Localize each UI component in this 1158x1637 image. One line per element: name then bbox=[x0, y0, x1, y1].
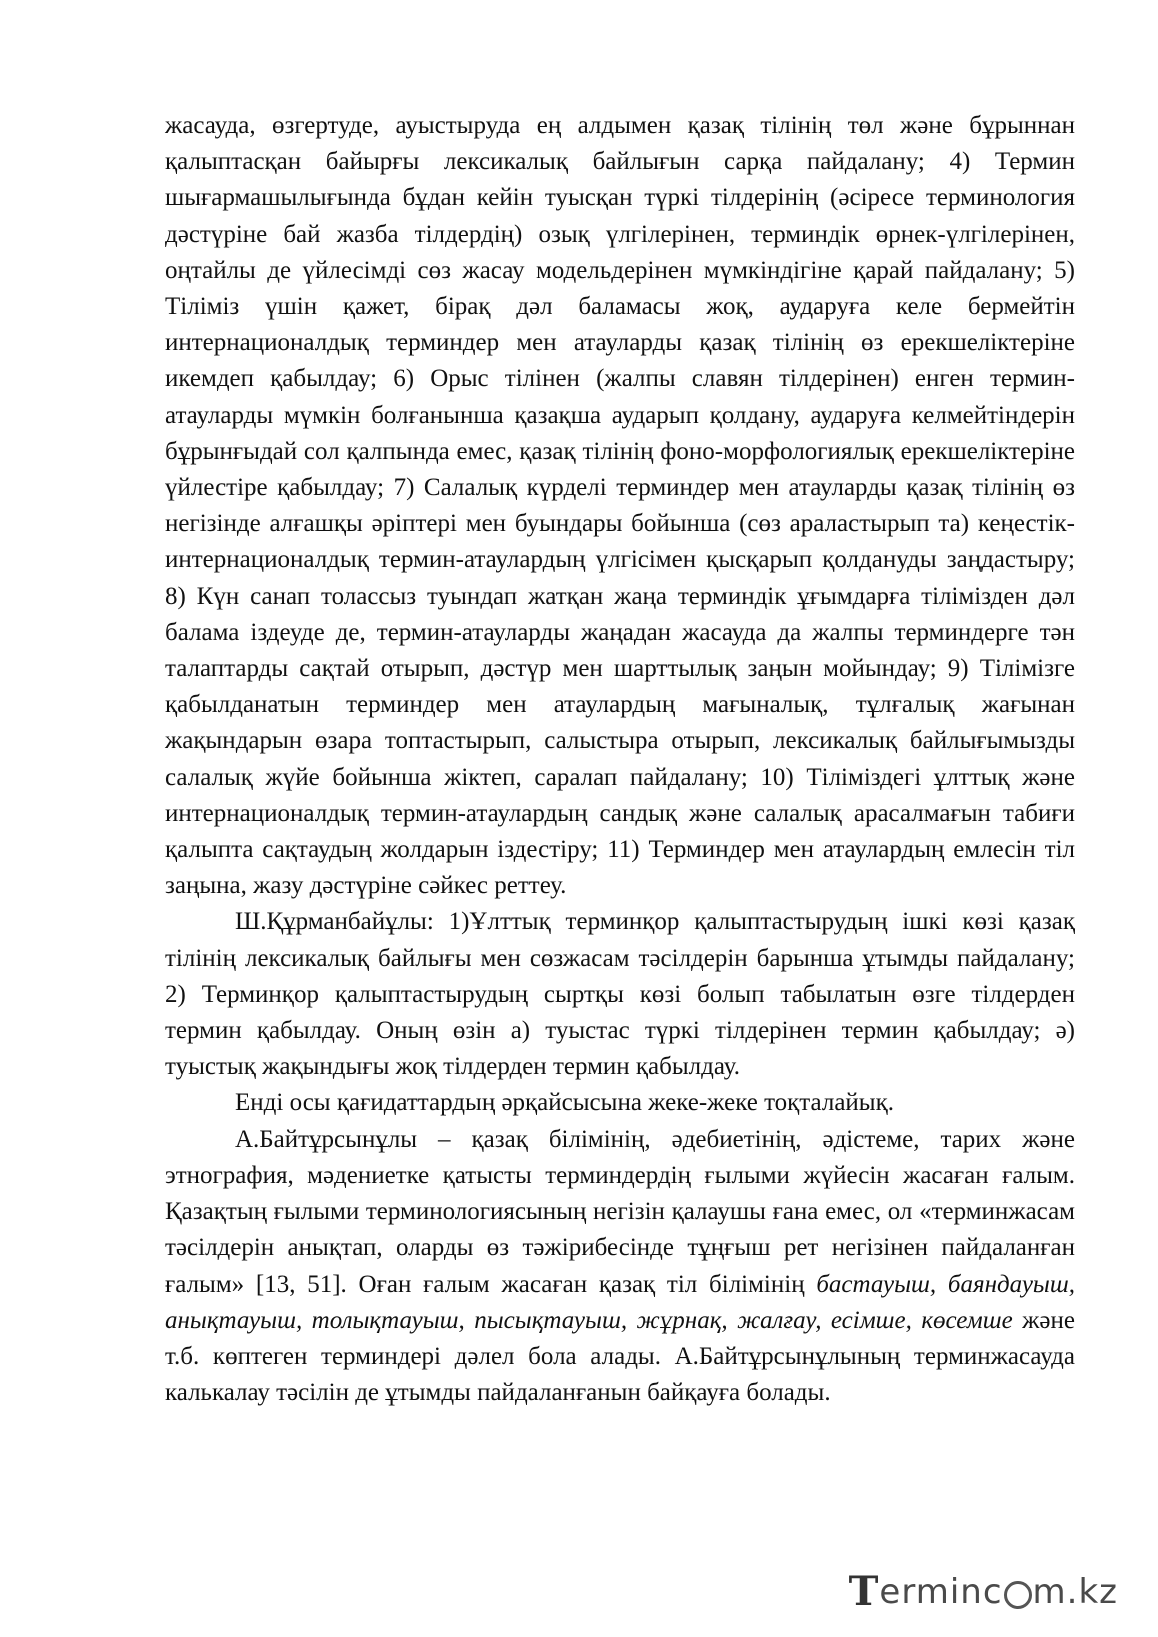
watermark-text: m.kz bbox=[1032, 1571, 1118, 1612]
watermark-text: erminc bbox=[879, 1571, 1003, 1612]
termincom-watermark-logo bbox=[849, 1568, 1118, 1615]
document-body bbox=[165, 108, 1075, 1411]
paragraph-text: және т.б. көптеген терминдері дәлел бола алады. А.Байтұрсынұлының терминжасауда калькалау тәсілін де ұтымды пайдаланғанын байқауға болады. bbox=[165, 1306, 1075, 1407]
italic-terms: бастауыш, баяндауыш, анықтауыш, толықтауыш, пысықтауыш, жұрнақ, жалғау, есімше, көсемше bbox=[165, 1270, 1075, 1334]
watermark-o-circle-icon bbox=[1004, 1581, 1032, 1609]
paragraph-baitursynuly bbox=[165, 1122, 1075, 1412]
paragraph-kurmanbaiuly: Ш.Құрманбайұлы: 1)Ұлттық терминқор қалыптастырудың ішкі көзі қазақ тілінің лексикалық байлығы мен сөзжасам тәсілдерін барынша ұтымды пайдалану; 2) Терминқор қалыптастырудың сыртқы көзі болып табылатын өзге тілдерден термин қабылдау. Оның өзін а) туыстас түркі тілдерінен термин қабылдау; ә) туыстық жақындығы жоқ тілдерден термин қабылдау. bbox=[165, 908, 1075, 1081]
paragraph-principles-list: жасауда, өзгертуде, ауыстыруда ең алдымен қазақ тілінің төл және бұрыннан қалыптасқан байырғы лексикалық байлығын сарқа пайдалану; 4) Термин шығармашылығында бұдан кейін туысқан түркі тілдерінің (әсіресе терминология дәстүріне бай жазба тілдердің) озық үлгілерінен, терминдік өрнек-үлгілерінен, оңтайлы де үйлесімді сөз жасау модельдерінен мүмкіндігіне қарай пайдалану; 5) Тіліміз үшін қажет, бірақ дәл баламасы жоқ, аударуға келе бермейтін интернационалдық терминдер мен атауларды қазақ тілінің өз ерекшеліктеріне икемдеп қабылдау; 6) Орыс тілінен (жалпы славян тілдерінен) енген термин-атауларды мүмкін болғанынша қазақша аударып қолдану, аударуға келмейтіндерін бұрынғыдай сол қалпында емес, қазақ тілінің фоно-морфологиялық ерекшеліктеріне үйлестіре қабылдау; 7) Салалық күрделі терминдер мен атауларды қазақ тілінің өз негізінде алғашқы әріптері мен буындары бойынша (сөз араластырып та) кеңестік-интернационалдық термин-атаулардың үлгісімен қысқарып қолдануды заңдастыру; 8) Күн санап толассыз туындап жатқан жаңа терминдік ұғымдарға тілімізден дәл балама іздеуде де, термин-атауларды жаңадан жасауда да жалпы терминдерге тән талаптарды сақтай отырып, дәстүр мен шарттылық заңын мойындау; 9) Тілімізге қабылданатын терминдер мен атаулардың мағыналық, тұлғалық жағынан жақындарын өзара топтастырып, салыстыра отырып, лексикалық байлығымызды салалық жүйе бойынша жіктеп, саралап пайдалану; 10) Тіліміздегі ұлттық және интернационалдық термин-атаулардың сандық және салалық арасалмағын табиғи қалыпта сақтаудың жолдарын іздестіру; 11) Терминдер мен атаулардың емлесін тіл заңына, жазу дәстүріне сәйкес реттеу. bbox=[165, 112, 1075, 900]
paragraph-transition: Енді осы қағидаттардың әрқайсысына жеке-жеке тоқталайық. bbox=[235, 1089, 894, 1117]
paragraph-text: А.Байтұрсынұлы – қазақ білімінің, әдебиетінің, әдістеме, тарих және этнография, мәдениетке қатысты терминдердің ғылыми жүйесін жасаған ғалым. Қазақтың ғылыми терминологиясының негізін қалаушы ғана емес, ол «терминжасам тәсілдерін анықтап, оларды өз тәжірибесінде тұңғыш рет негізінен пайдаланған ғалым» [13, 51]. Оған ғалым жасаған қазақ тіл білімінің bbox=[165, 1125, 1075, 1298]
watermark-letter-t: T bbox=[848, 1568, 880, 1615]
